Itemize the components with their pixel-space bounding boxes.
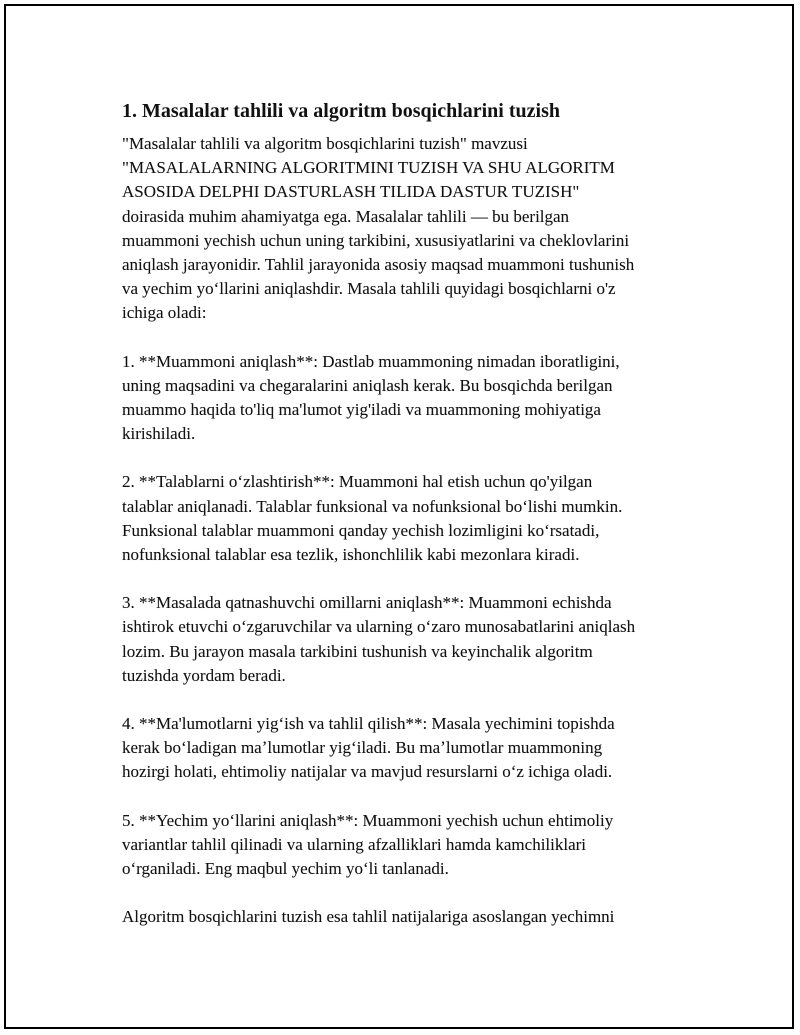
- list-item: 1. **Muammoni aniqlash**: Dastlab muammoning nimadan iboratligini, uning maqsadini va chegaralarini aniqlash kerak. Bu bosqichda berilgan muammo haqida to'liq ma'lumot yig'iladi va muammoning mohiyatiga kirishiladi.: [122, 351, 620, 444]
- list-item: 5. **Yechim yoʻllarini aniqlash**: Muammoni yechish uchun ehtimoliy variantlar tahlil qilinadi va ularning afzalliklari hamda kamchiliklari oʻrganiladi. Eng maqbul yechim yoʻli tanlanadi.: [122, 810, 614, 879]
- list-item: 3. **Masalada qatnashuvchi omillarni aniqlash**: Muammoni echishda ishtirok etuvchi oʻzgaruvchilar va ularning oʻzaro munosabatlarini aniqlash lozim. Bu jarayon masala tarkibini tushunish va keyinchalik algoritm tuzishda yordam beradi.: [122, 593, 636, 685]
- list-item: 4. **Ma'lumotlarni yigʻish va tahlil qilish**: Masala yechimini topishda kerak boʻladigan maʼlumotlar yigʻiladi. Bu maʼlumotlar muammoning hozirgi holati, ehtimoliy natijalar va mavjud resurslarni oʻz ichiga oladi.: [122, 714, 615, 782]
- list-item: 2. **Talablarni oʻzlashtirish**: Muammoni hal etish uchun qo'yilgan talablar aniqlanadi. Talablar funksional va nofunksional boʻlishi mumkin. Funksional talablar muammoni qanday yechish lozimligini koʻrsatadi, nofunksional talablar esa tezlik, ishonchlilik kabi mezonlara kiradi.: [122, 472, 623, 565]
- closing-paragraph: Algoritm bosqichlarini tuzish esa tahlil natijalariga asoslangan yechimni: [122, 907, 615, 927]
- section-heading: 1. Masalalar tahlili va algoritm bosqichlarini tuzish: [122, 100, 560, 122]
- intro-paragraph: "Masalalar tahlili va algoritm bosqichlarini tuzish" mavzusi "MASALALARNING ALGORITMINI TUZISH VA SHU ALGORITM ASOSIDA DELPHI DASTURLASH TILIDA DASTUR TUZISH" doirasida muhim ahamiyatga ega. Masalalar tahlili — bu berilgan muammoni yechish uchun uning tarkibini, xususiyatlarini va cheklovlarini aniqlash jarayonidir. Tahlil jarayonida asosiy maqsad muammoni tushunish va yechim yoʻllarini aniqlashdir. Masala tahlili quyidagi bosqichlarni o'z ichiga oladi:: [122, 134, 635, 323]
- document-content: [122, 98, 692, 929]
- document-page: [4, 4, 794, 1029]
